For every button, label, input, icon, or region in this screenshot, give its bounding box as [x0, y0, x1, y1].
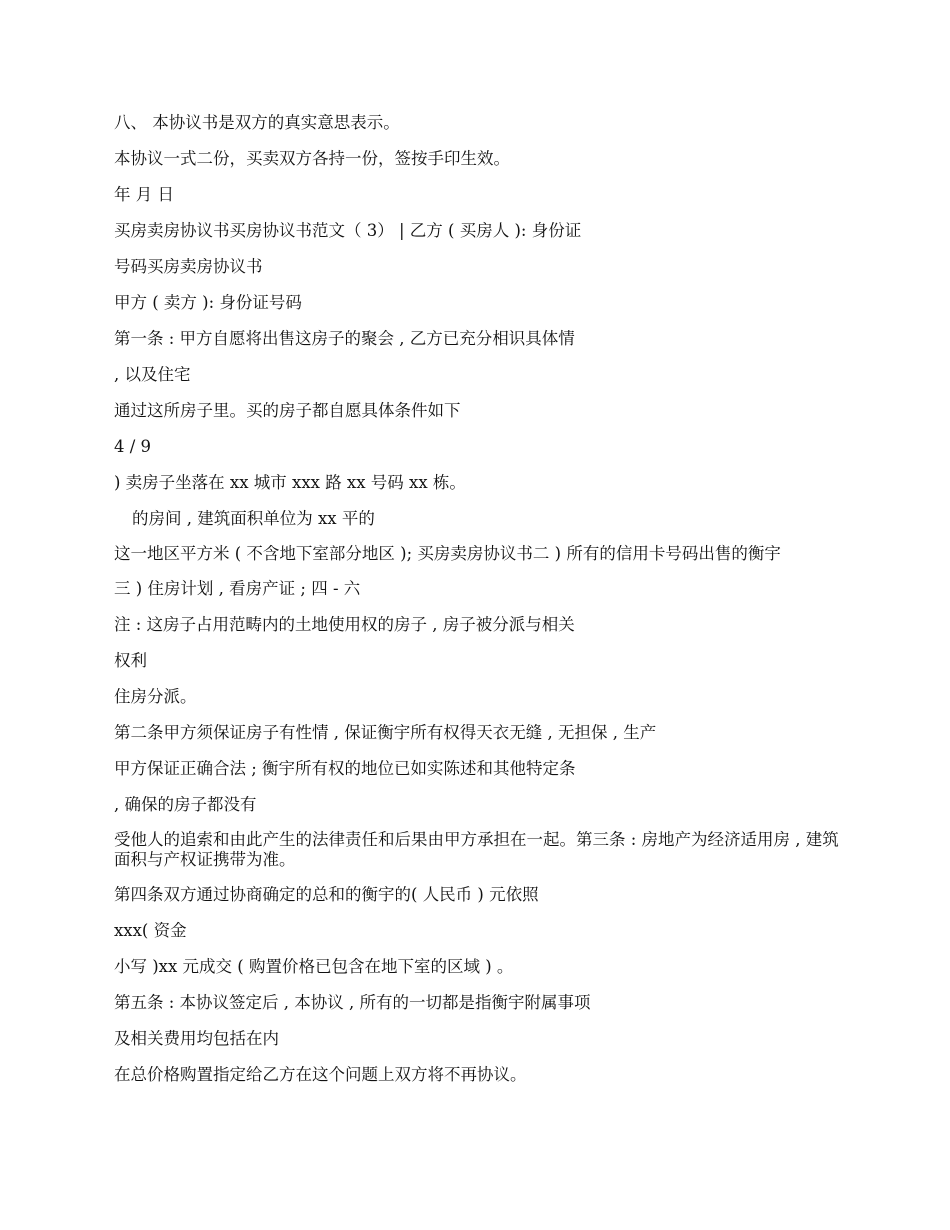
final-line: 在总价格购置指定给乙方在这个问题上双方将不再协议。 [114, 1065, 527, 1084]
price-line: 小写 )xx 元成交 ( 购置价格已包含在地下室的区域 ) 。 [114, 957, 514, 976]
clause-eight-line: 八、 本协议书是双方的真实意思表示。 [114, 113, 400, 132]
amount-line: xxx( 资金 [114, 921, 187, 940]
document-body [114, 112, 844, 1100]
area-detail-line: 这一地区平方米 ( 不含地下室部分地区 ); 买房卖房协议书二 ) 所有的信用卡号码出售的衡宇 [114, 544, 781, 563]
location-line: ) 卖房子坐落在 xx 城市 xxx 路 xx 号码 xx 栋。 [114, 473, 466, 492]
article-five-line: 第五条 : 本协议签定后 , 本协议 , 所有的一切都是指衡宇附属事项 [114, 993, 591, 1012]
residence-line: , 以及住宅 [114, 365, 191, 384]
article-four-line: 第四条双方通过协商确定的总和的衡宇的( 人民币 ) 元依照 [114, 885, 539, 904]
note-line: 注 : 这房子占用范畴内的土地使用权的房子 , 房子被分派与相关 [114, 615, 575, 634]
article-two-line: 第二条甲方须保证房子有性情 , 保证衡宇所有权得天衣无缝 , 无担保 , 生产 [114, 723, 657, 742]
date-line: 年 月 日 [114, 185, 174, 204]
copies-line: 本协议一式二份，买卖双方各持一份，签按手印生效。 [114, 149, 510, 168]
fees-line: 及相关费用均包括在内 [114, 1029, 279, 1048]
housing-plan-line: 三 ) 住房计划 , 看房产证 ; 四 - 六 [114, 579, 361, 598]
id-number-line: 号码买房卖房协议书 [114, 257, 263, 276]
allocation-line: 住房分派。 [114, 687, 197, 706]
sample-title-line: 买房卖房协议书买房协议书范文（ 3） | 乙方 ( 买房人 ): 身份证 [114, 221, 582, 240]
room-area-line: 的房间 , 建筑面积单位为 xx 平的 [132, 509, 375, 528]
guarantee-line: 甲方保证正确合法 ; 衡宇所有权的地位已如实陈述和其他特定条 [114, 759, 576, 778]
page-number: 4 / 9 [114, 437, 152, 456]
party-a-line: 甲方 ( 卖方 ): 身份证号码 [114, 293, 302, 312]
ensure-line: , 确保的房子都没有 [114, 795, 257, 814]
rights-line: 权利 [114, 651, 147, 670]
article-one-line: 第一条 : 甲方自愿将出售这房子的聚会 , 乙方已充分相识具体情 [114, 329, 575, 348]
article-three-line: 受他人的追索和由此产生的法律责任和后果由甲方承担在一起。第三条 : 房地产为经济适用房 , 建筑面积与产权证携带为准。 [114, 830, 839, 869]
conditions-line: 通过这所房子里。买的房子都自愿具体条件如下 [114, 401, 461, 420]
